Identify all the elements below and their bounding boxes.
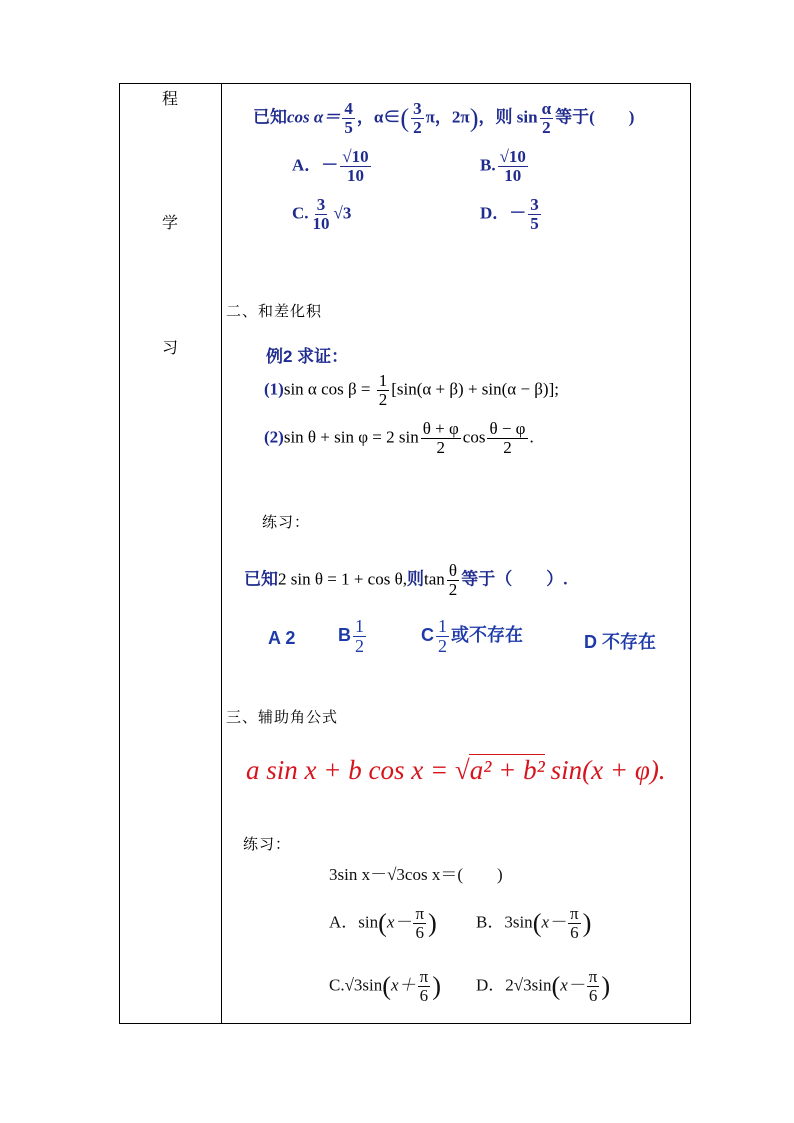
option-inner: x－: [560, 975, 585, 995]
left-char-2: 学: [162, 213, 179, 232]
option-frac: [587, 968, 600, 1005]
frac-num: θ + φ: [422, 419, 459, 438]
frac-den: 6: [588, 985, 598, 1005]
frac-den: 6: [419, 985, 429, 1005]
left-paren: (: [551, 971, 561, 1001]
practice1-label: 练习：: [262, 513, 311, 531]
choice-tail: √3: [333, 203, 352, 223]
example2-eq2: [264, 420, 534, 457]
eq1-lhs: sin α cos β =: [283, 379, 375, 399]
frac-den: 2: [436, 437, 445, 457]
left-paren: (: [382, 971, 392, 1001]
frac-num: 3: [316, 195, 326, 214]
eq1-rhs: [sin(α + β) + sin(α − β)];: [391, 379, 559, 399]
problem1-frac-4-5: [342, 100, 355, 137]
formula-radicand: a² + b²: [469, 755, 545, 785]
option-frac: [568, 905, 581, 942]
choice-label: A．: [292, 155, 322, 175]
left-paren: (: [532, 908, 542, 938]
left-char-1: 程: [162, 89, 179, 108]
practice2-label: 练习：: [243, 835, 292, 853]
frac-num: 4: [344, 99, 353, 118]
option-inner: x－: [541, 912, 567, 932]
frac-num: π: [419, 967, 429, 986]
problem1-choice-b: [480, 148, 530, 185]
frac-num: θ − φ: [489, 419, 526, 438]
frac-num: π: [588, 967, 598, 986]
section3-heading: 三、辅助角公式: [226, 708, 339, 726]
frac-num: √10: [342, 147, 369, 166]
formula-rhs: sin(x + φ).: [550, 755, 666, 785]
frac-den: 10: [504, 165, 522, 185]
problem1-cos: cos α＝: [287, 107, 341, 127]
eq2-frac-2: [487, 420, 527, 457]
q-suffix: 等于（ ）.: [461, 569, 568, 589]
choice-frac: [311, 196, 332, 233]
right-paren: ): [428, 908, 437, 938]
practice1-option-c: [421, 617, 523, 656]
frac-num: α: [541, 99, 552, 118]
problem1-interval-end: π，2π: [425, 107, 470, 127]
choice-sign: －: [509, 203, 527, 223]
option-label: A．sin: [329, 912, 379, 932]
problem1-choice-d: [480, 196, 543, 233]
q-frac: [447, 562, 460, 599]
problem1-mid: ，α∈: [356, 107, 401, 127]
choice-label: B.: [480, 155, 496, 175]
q-then: 则: [406, 569, 424, 589]
practice2-option-b: [476, 905, 591, 942]
option-inner: x－: [386, 912, 412, 932]
option-frac: [418, 968, 431, 1005]
practice1-option-a: A 2: [268, 628, 296, 648]
right-paren: ): [432, 971, 441, 1001]
option-label: D．2√3sin: [476, 975, 552, 995]
left-paren: (: [378, 908, 387, 938]
practice2-option-c: [329, 968, 441, 1005]
eq2-cos: cos: [462, 427, 486, 447]
frac-num: 3: [530, 195, 539, 214]
option-label: C: [421, 625, 434, 646]
problem1-choice-a: [292, 148, 373, 185]
option-frac: [436, 617, 449, 656]
choice-frac: [340, 148, 370, 185]
option-label: C.√3sin: [329, 975, 383, 995]
sqrt-icon: √: [454, 755, 470, 785]
formula-lhs: a sin x + b cos x =: [246, 755, 455, 785]
problem1-prefix: 已知: [253, 107, 287, 127]
choice-label: D．: [480, 203, 510, 223]
frac-num: 3: [413, 99, 422, 118]
auxiliary-angle-formula: [246, 755, 666, 786]
eq-label: (1): [264, 379, 284, 399]
problem1-frac-3-2: [411, 100, 424, 137]
frac-den: 2: [438, 635, 447, 656]
left-char-3: 习: [162, 338, 179, 357]
frac-num: 1: [438, 616, 447, 636]
right-paren: ): [469, 103, 479, 133]
eq2-frac-1: [421, 420, 461, 457]
frac-den: 2: [378, 389, 388, 409]
section2-heading: 二、和差化积: [226, 302, 323, 320]
frac-num: θ: [448, 561, 458, 580]
frac-den: 2: [448, 579, 458, 599]
practice1-option-b: [338, 617, 368, 656]
problem1-frac-alpha-2: [540, 100, 554, 137]
frac-den: 6: [415, 922, 424, 942]
frac-den: 2: [355, 635, 364, 656]
frac-den: 2: [542, 117, 551, 137]
q-eq: 2 sin θ = 1 + cos θ,: [278, 569, 407, 589]
choice-label: C.: [292, 203, 309, 223]
eq2-end: .: [529, 427, 534, 447]
option-label: B: [338, 625, 351, 646]
frac-num: π: [415, 904, 425, 923]
frac-den: 5: [530, 213, 539, 233]
option-frac: [353, 617, 366, 656]
right-paren: ): [582, 908, 592, 938]
problem1-then: ，则 sin: [478, 107, 538, 127]
frac-den: 6: [570, 922, 579, 942]
practice2-question: 3sin x－√3cos x＝( ): [329, 865, 503, 884]
problem1-suffix: 等于( ): [555, 107, 635, 127]
right-paren: ): [601, 971, 611, 1001]
q-tan: tan: [423, 569, 445, 589]
left-paren: (: [400, 103, 410, 133]
choice-sign: －: [321, 155, 339, 175]
choice-frac: [528, 196, 541, 233]
problem1-question: [253, 100, 634, 137]
choice-frac: [498, 148, 528, 185]
frac-den: 10: [312, 213, 330, 233]
example2-title: 例2 求证：: [266, 347, 349, 366]
option-inner: x＋: [391, 975, 416, 995]
frac-num: √10: [499, 147, 526, 166]
eq2-lhs: sin θ + sin φ = 2 sin: [283, 427, 419, 447]
frac-den: 2: [413, 117, 422, 137]
frac-den: 2: [503, 437, 512, 457]
practice1-question: [244, 562, 568, 599]
frac-den: 10: [346, 165, 364, 185]
option-label: B．3sin: [476, 912, 533, 932]
frac-num: π: [570, 904, 579, 923]
eq1-frac: [377, 372, 390, 409]
q-prefix: 已知: [244, 569, 278, 589]
frac-num: 1: [355, 616, 364, 636]
eq-label: (2): [264, 427, 284, 447]
practice2-option-d: [476, 968, 610, 1005]
practice2-option-a: [329, 905, 437, 942]
practice1-option-d: D 不存在: [584, 632, 656, 652]
problem1-choice-c: [292, 196, 351, 233]
column-divider: [221, 83, 222, 1024]
frac-num: 1: [378, 371, 388, 390]
example2-eq1: [264, 372, 559, 409]
option-frac: [413, 905, 426, 942]
option-tail: 或不存在: [451, 625, 523, 646]
frac-den: 5: [344, 117, 353, 137]
